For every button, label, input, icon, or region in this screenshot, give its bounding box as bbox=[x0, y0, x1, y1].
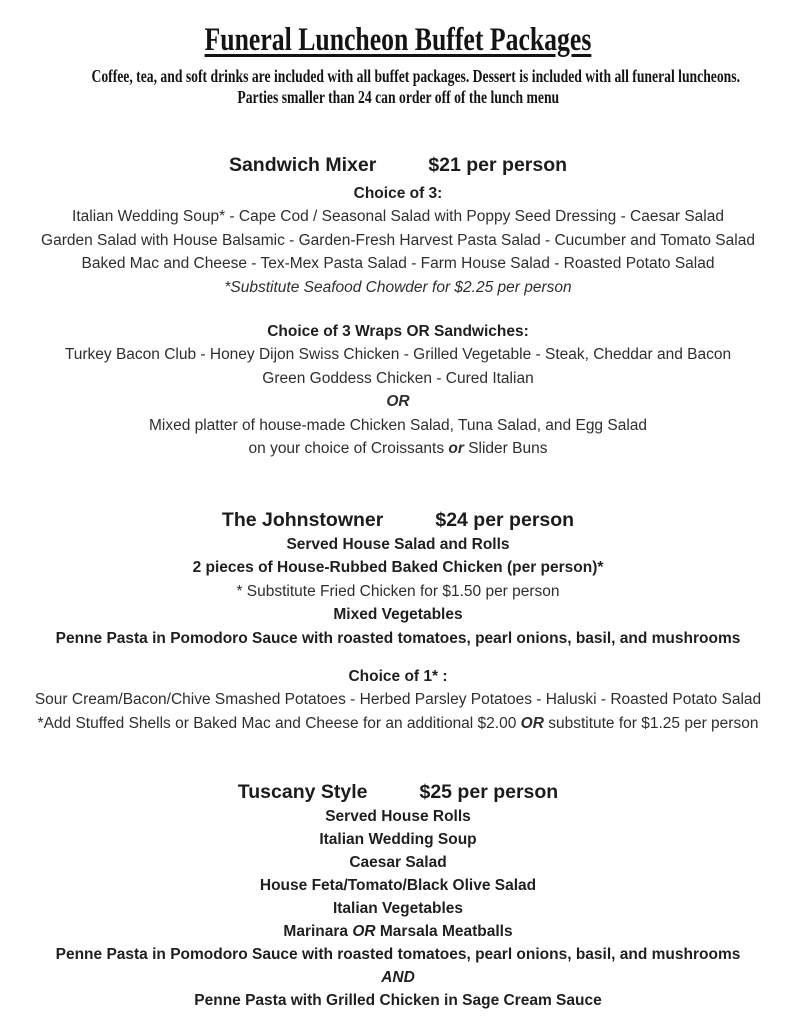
included-line: Served House Salad and Rolls bbox=[286, 535, 510, 553]
included-line: Penne Pasta in Pomodoro Sauce with roasted tomatoes, pearl onions, basil, and mushrooms bbox=[55, 946, 741, 963]
package-price: $24 per person bbox=[435, 508, 575, 531]
section-tuscany-style bbox=[0, 779, 796, 1012]
substitution-note: * Substitute Fried Chicken for $1.50 per person bbox=[236, 582, 560, 600]
or-word: OR bbox=[520, 714, 544, 732]
platter-line: Mixed platter of house-made Chicken Salad, Tuna Salad, and Egg Salad bbox=[148, 416, 648, 434]
intro-line-2: Parties smaller than 24 can order off of the lunch menu bbox=[237, 87, 559, 107]
included-line: Italian Wedding Soup bbox=[319, 831, 477, 848]
package-price: $21 per person bbox=[428, 154, 568, 176]
package-heading bbox=[0, 507, 796, 533]
included-line: Penne Pasta in Pomodoro Sauce with roasted tomatoes, pearl onions, basil, and mushrooms bbox=[55, 629, 741, 647]
package-name: Tuscany Style bbox=[237, 781, 368, 803]
side-options-line: Italian Wedding Soup* - Cape Cod / Seasonal Salad with Poppy Seed Dressing - Caesar Salad bbox=[72, 208, 724, 225]
choice-of-1-heading: Choice of 1* : bbox=[348, 668, 448, 685]
choice-of-1-options: Sour Cream/Bacon/Chive Smashed Potatoes - Herbed Parsley Potatoes - Haluski - Roasted Potato Salad bbox=[34, 691, 762, 708]
wraps-heading: Choice of 3 Wraps OR Sandwiches: bbox=[267, 323, 529, 340]
included-line: House Feta/Tomato/Black Olive Salad bbox=[259, 877, 537, 894]
page-title bbox=[0, 0, 796, 59]
package-name: Sandwich Mixer bbox=[228, 154, 377, 176]
included-line: Mixed Vegetables bbox=[333, 606, 463, 623]
wrap-options-line: Turkey Bacon Club - Honey Dijon Swiss Chicken - Grilled Vegetable - Steak, Cheddar and Bacon bbox=[64, 346, 732, 363]
package-heading bbox=[0, 779, 796, 805]
choice-of-3-heading: Choice of 3: bbox=[353, 185, 443, 202]
package-heading bbox=[0, 152, 796, 178]
and-divider: AND bbox=[381, 969, 415, 986]
meatballs-line: Marinara OR Marsala Meatballs bbox=[283, 923, 513, 940]
section-johnstowner bbox=[0, 507, 796, 736]
included-line: Penne Pasta with Grilled Chicken in Sage Cream Sauce bbox=[194, 992, 602, 1009]
side-options-line: Baked Mac and Cheese - Tex-Mex Pasta Salad - Farm House Salad - Roasted Potato Salad bbox=[81, 255, 715, 272]
or-word: OR bbox=[352, 923, 376, 940]
included-line: 2 pieces of House-Rubbed Baked Chicken (per person)* bbox=[192, 559, 604, 576]
substitution-note: *Substitute Seafood Chowder for $2.25 per person bbox=[224, 278, 572, 296]
or-word: or bbox=[448, 440, 464, 457]
addition-note: *Add Stuffed Shells or Baked Mac and Cheese for an additional $2.00 OR substitute for $1.25 per person bbox=[37, 714, 759, 732]
platter-choice-line: on your choice of Croissants or Slider Buns bbox=[248, 440, 548, 457]
page-title-text: Funeral Luncheon Buffet Packages bbox=[204, 22, 592, 58]
intro-line-1: Coffee, tea, and soft drinks are included with all buffet packages. Dessert is included with all funeral luncheons. bbox=[91, 66, 740, 86]
section-sandwich-mixer bbox=[0, 152, 796, 461]
or-divider: OR bbox=[386, 393, 410, 410]
package-name: The Johnstowner bbox=[221, 508, 384, 531]
included-line: Italian Vegetables bbox=[332, 900, 464, 917]
wrap-options-line: Green Goddess Chicken - Cured Italian bbox=[262, 369, 534, 387]
included-line: Served House Rolls bbox=[325, 808, 471, 825]
side-options-line: Garden Salad with House Balsamic - Garden-Fresh Harvest Pasta Salad - Cucumber and Tomato Salad bbox=[41, 231, 755, 249]
included-line: Caesar Salad bbox=[349, 854, 447, 871]
package-price: $25 per person bbox=[419, 781, 559, 803]
